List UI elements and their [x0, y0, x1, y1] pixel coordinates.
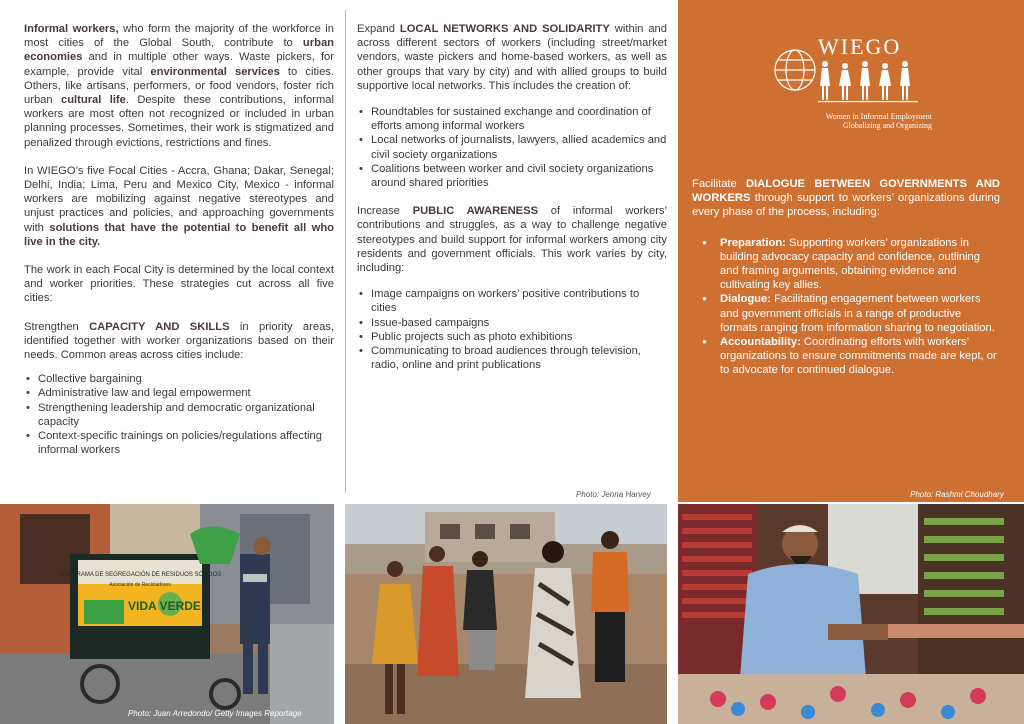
- cart-sign-mid: Asociación de Recicladores: [109, 582, 171, 588]
- awareness-list: [357, 287, 667, 372]
- text-run: Expand: [357, 23, 400, 35]
- photo-bangle-seller: [678, 504, 1024, 724]
- bold-informal-workers: Informal workers,: [24, 23, 119, 35]
- bold-environmental-services: environmental services: [150, 65, 280, 78]
- text-run: in priority areas, identified together with worker organizations based on their needs. Common areas across cities include:: [24, 320, 334, 362]
- capacity-list: [24, 372, 334, 457]
- bold-solutions: solutions that have the potential to benefit all who live in the city.: [24, 221, 334, 248]
- bold-cultural-life: cultural life: [60, 94, 126, 107]
- text-run: Increase: [357, 205, 413, 218]
- text-run: and in multiple other ways. Waste pickers, for example, provide vital: [24, 51, 334, 78]
- logo-subtitle: [792, 112, 932, 130]
- list-item: • Local networks of journalists, lawyers, allied academics and civil society organizations: [357, 133, 667, 161]
- bold-capacity-skills: CAPACITY AND SKILLS: [89, 320, 230, 333]
- list-item-dialogue: [692, 292, 1000, 335]
- bold-urban-economies: urban economies: [24, 37, 334, 64]
- list-item: • Context-specific trainings on policies/regulations affecting informal workers: [24, 429, 334, 457]
- list-item: • Roundtables for sustained exchange and coordination of efforts among informal workers: [357, 105, 667, 133]
- text-run: to cities. Others, like artisans, performers, or food vendors, foster rich urban: [24, 65, 334, 107]
- dialogue-intro: [692, 177, 1000, 220]
- text-run: of informal workers’ contributions and struggles, as a way to challenge negative stereotypes and build support for informal workers among city residents and government officials. This work varies by city, including:: [357, 205, 667, 275]
- bold-dialogue: DIALOGUE BETWEEN GOVERNMENTS AND WORKERS: [692, 178, 1000, 205]
- awareness-paragraph: [357, 204, 667, 275]
- item-text: Facilitating engagement between workers and government officials in a range of productive formats ranging from information sharing to negotiation.: [720, 293, 995, 334]
- bold-local-networks: LOCAL NETWORKS AND SOLIDARITY: [399, 23, 610, 35]
- list-item-preparation: [692, 236, 1000, 293]
- photo-credit-jenna: Photo: Jenna Harvey: [576, 490, 651, 499]
- text-run: through support to workers’ organizations during every phase of the process, including:: [692, 192, 1000, 219]
- focal-cities-paragraph: [24, 164, 334, 249]
- list-item: • Issue-based campaigns: [357, 316, 667, 330]
- logo-subtitle-line1: Women in Informal Employment: [825, 112, 932, 121]
- list-item-accountability: [692, 335, 1000, 378]
- list-item: • Coalitions between worker and civil society organizations around shared priorities: [357, 162, 667, 190]
- list-item: • Collective bargaining: [24, 372, 334, 386]
- photo-credit-rashmi: Photo: Rashmi Choudhary: [910, 490, 1004, 499]
- list-item: • Communicating to broad audiences through television, radio, online and print publications: [357, 344, 667, 372]
- item-text: Coordinating efforts with workers’ organizations to ensure commitments made are kept, or to advocate for continued dialogue.: [720, 336, 997, 377]
- text-run: who form the majority of the workforce in most cities of the Global South, contribute to: [24, 23, 335, 50]
- intro-paragraph: [24, 22, 334, 150]
- photo-credit-juan: Photo: Juan Arredondo/ Getty Images Reportage: [128, 709, 302, 718]
- networks-paragraph: [357, 22, 667, 93]
- text-run: . Despite these contributions, informal workers are most often not recognized or included in urban planning processes. Sometimes, their work is stigmatized and penalized through evictions, restrictions and fines.: [24, 94, 334, 149]
- column-divider: [345, 10, 346, 493]
- column-middle: [357, 22, 667, 386]
- list-item: • Strengthening leadership and democratic organizational capacity: [24, 401, 334, 429]
- photo-waste-picker: [0, 504, 334, 724]
- strategies-paragraph: The work in each Focal City is determined by the local context and worker priorities. These strategies cut across all five cities:: [24, 264, 334, 305]
- list-item: • Administrative law and legal empowerment: [24, 386, 334, 400]
- logo-wordmark: WIEGO: [818, 34, 902, 59]
- dialogue-list: [692, 236, 1000, 378]
- item-label: Preparation:: [720, 236, 786, 249]
- list-item: • Public projects such as photo exhibitions: [357, 330, 667, 344]
- photo-group-meeting: [345, 504, 667, 724]
- text-run: Facilitate: [692, 178, 746, 190]
- logo-subtitle-line2: Globalizing and Organizing: [842, 121, 932, 130]
- bold-public-awareness: PUBLIC AWARENESS: [412, 205, 539, 218]
- cart-sign-brand: VIDA VERDE: [128, 599, 201, 613]
- text-run: Strengthen: [24, 320, 90, 333]
- networks-list: [357, 105, 667, 190]
- column-left: [24, 22, 334, 471]
- list-item: • Image campaigns on workers’ positive contributions to cities: [357, 287, 667, 315]
- capacity-paragraph: [24, 320, 334, 363]
- dialogue-section: [692, 177, 1000, 392]
- text-run: within and across different sectors of workers (including street/market vendors, waste pickers and home-based workers, as well as other groups that vary by city) and with allied groups to build supportive local networks. This includes the creation of:: [357, 23, 667, 92]
- item-text: Supporting workers’ organizations in building advocacy capacity and confidence, outlining and framing arguments, obtaining evidence and cultivating key allies.: [720, 236, 980, 292]
- cart-sign-top: PROGRAMA DE SEGREGACIÓN DE RESIDUOS SÓLIDOS: [58, 572, 222, 578]
- item-label: Dialogue:: [720, 293, 771, 306]
- text-run: In WIEGO’s five Focal Cities - Accra, Ghana; Dakar, Senegal; Delhi, India; Lima, Peru and Mexico City, Mexico - informal workers are mobilizing against negative stereotypes and unjust practices and policies, and approaching governments with: [24, 164, 334, 234]
- item-label: Accountability:: [720, 336, 801, 349]
